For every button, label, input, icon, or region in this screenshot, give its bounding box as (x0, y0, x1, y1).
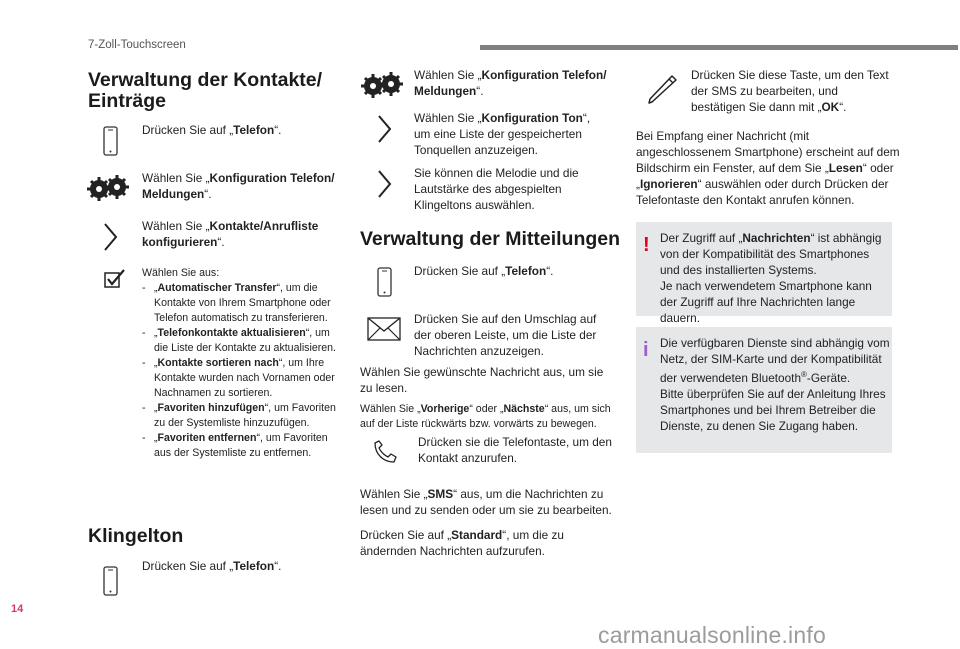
step-press-envelope: Drücken Sie auf den Umschlag auf der oberen Leiste, um die Liste der Nachrichten anzuzeigen. (414, 312, 597, 358)
pencil-edit-icon (646, 72, 680, 106)
options-block (142, 266, 342, 461)
chevron-right-icon (377, 114, 393, 144)
info-note-box (636, 327, 892, 453)
paragraph-press-standard: Drücken Sie auf „Standard“, um die zu ändernden Nachrichten aufzurufen. (360, 528, 564, 558)
checkbox-checked-icon (104, 268, 128, 290)
watermark: carmanualsonline.info (598, 622, 826, 648)
settings-gears-icon (86, 175, 130, 203)
options-intro: Wählen Sie aus: (142, 267, 220, 279)
warning-icon: ! (643, 234, 650, 256)
section-heading-ringtone: Klingelton (88, 525, 184, 547)
step-select-config-phone: Wählen Sie „Konfiguration Telefon/ Meldungen“. (142, 171, 335, 201)
step-select-config-phone-2: Wählen Sie „Konfiguration Telefon/ Meldungen“. (414, 68, 607, 98)
paragraph-previous-next: Wählen Sie „Vorherige“ oder „Nächste“ aus, um sich auf der Liste rückwärts bzw. vorwärts zu bewegen. (360, 403, 611, 430)
list-item: - „Telefonkontakte aktualisieren“, um die Liste der Kontakte zu aktualisieren. (142, 327, 336, 354)
header-bar (480, 45, 958, 50)
list-item: - „Automatischer Transfer“, um die Kontakte von Ihrem Smartphone oder Telefon automatisch zu transferieren. (142, 282, 331, 324)
step-select-sound-config: Wählen Sie „Konfiguration Ton“, um eine Liste der gespeicherten Tonquellen anzuzeigen. (414, 111, 591, 157)
page-number: 14 (11, 603, 24, 615)
list-item: - „Favoriten entfernen“, um Favoriten aus der Systemliste zu entfernen. (142, 432, 328, 459)
paragraph-select-sms: Wählen Sie „SMS“ aus, um die Nachrichten zu lesen und zu senden oder um sie zu bearbeiten. (360, 487, 612, 517)
info-note-text: Die verfügbaren Dienste sind abhängig vom Netz, der SIM-Karte und der Kompatibilität der verwendeten Bluetooth®-Geräte. Bitte überprüfen Sie auf der Anleitung Ihres Smartphones und bei Ihrem Betreiber die Dienste, zu denen Sie Zugang haben. (660, 336, 890, 433)
phone-icon (100, 566, 122, 598)
paragraph-incoming-message: Bei Empfang einer Nachricht (mit angeschlossenem Smartphone) erscheint auf dem Bildschirm ein Fenster, auf dem Sie „Lesen“ oder „Ignorieren“ auswählen oder durch Drücken der Telefontaste den Kontakt anrufen können. (636, 129, 900, 207)
section-heading-contacts: Verwaltung der Kontakte/ Einträge (88, 69, 323, 112)
warning-note-text: Der Zugriff auf „Nachrichten“ ist abhängig von der Kompatibilität des Smartphones und des installierten Systems. Je nach verwendetem Smartphone kann der Zugriff auf Ihre Nachrichten lange dauern. (660, 231, 882, 325)
step-edit-sms: Drücken Sie diese Taste, um den Text der SMS zu bearbeiten, und bestätigen Sie dann mit „OK“. (691, 68, 889, 114)
step-press-telefon-messages: Drücken Sie auf „Telefon“. (414, 264, 554, 278)
list-item: - „Favoriten hinzufügen“, um Favoriten zu der Systemliste hinzuzufügen. (142, 402, 336, 429)
step-select-contacts-config: Wählen Sie „Kontakte/Anrufliste konfigurieren“. (142, 219, 319, 249)
step-press-telefon-ringtone: Drücken Sie auf „Telefon“. (142, 559, 282, 573)
phone-icon (100, 126, 122, 158)
section-heading-messages: Verwaltung der Mitteilungen (360, 228, 621, 250)
info-icon: i (643, 339, 649, 361)
paragraph-select-message: Wählen Sie gewünschte Nachricht aus, um sie zu lesen. (360, 365, 604, 395)
warning-note-box (636, 222, 892, 325)
step-press-telefon: Drücken Sie auf „Telefon“. (142, 123, 282, 137)
chevron-right-icon (377, 169, 393, 199)
settings-gears-icon (360, 72, 404, 100)
page-header-title: 7-Zoll-Touchscreen (88, 39, 186, 51)
step-call-contact: Drücken sie die Telefontaste, um den Kontakt anzurufen. (418, 435, 612, 465)
list-item: - „Kontakte sortieren nach“, um Ihre Kontakte wurden nach Vornamen oder Nachnamen zu sortieren. (142, 357, 335, 399)
chevron-right-icon (103, 222, 119, 252)
envelope-icon (367, 317, 401, 341)
phone-icon (374, 267, 396, 299)
step-melody-volume: Sie können die Melodie und die Lautstärke des abgespielten Klingeltons auswählen. (414, 166, 579, 212)
options-list (142, 281, 342, 461)
phone-handset-icon (372, 440, 398, 464)
